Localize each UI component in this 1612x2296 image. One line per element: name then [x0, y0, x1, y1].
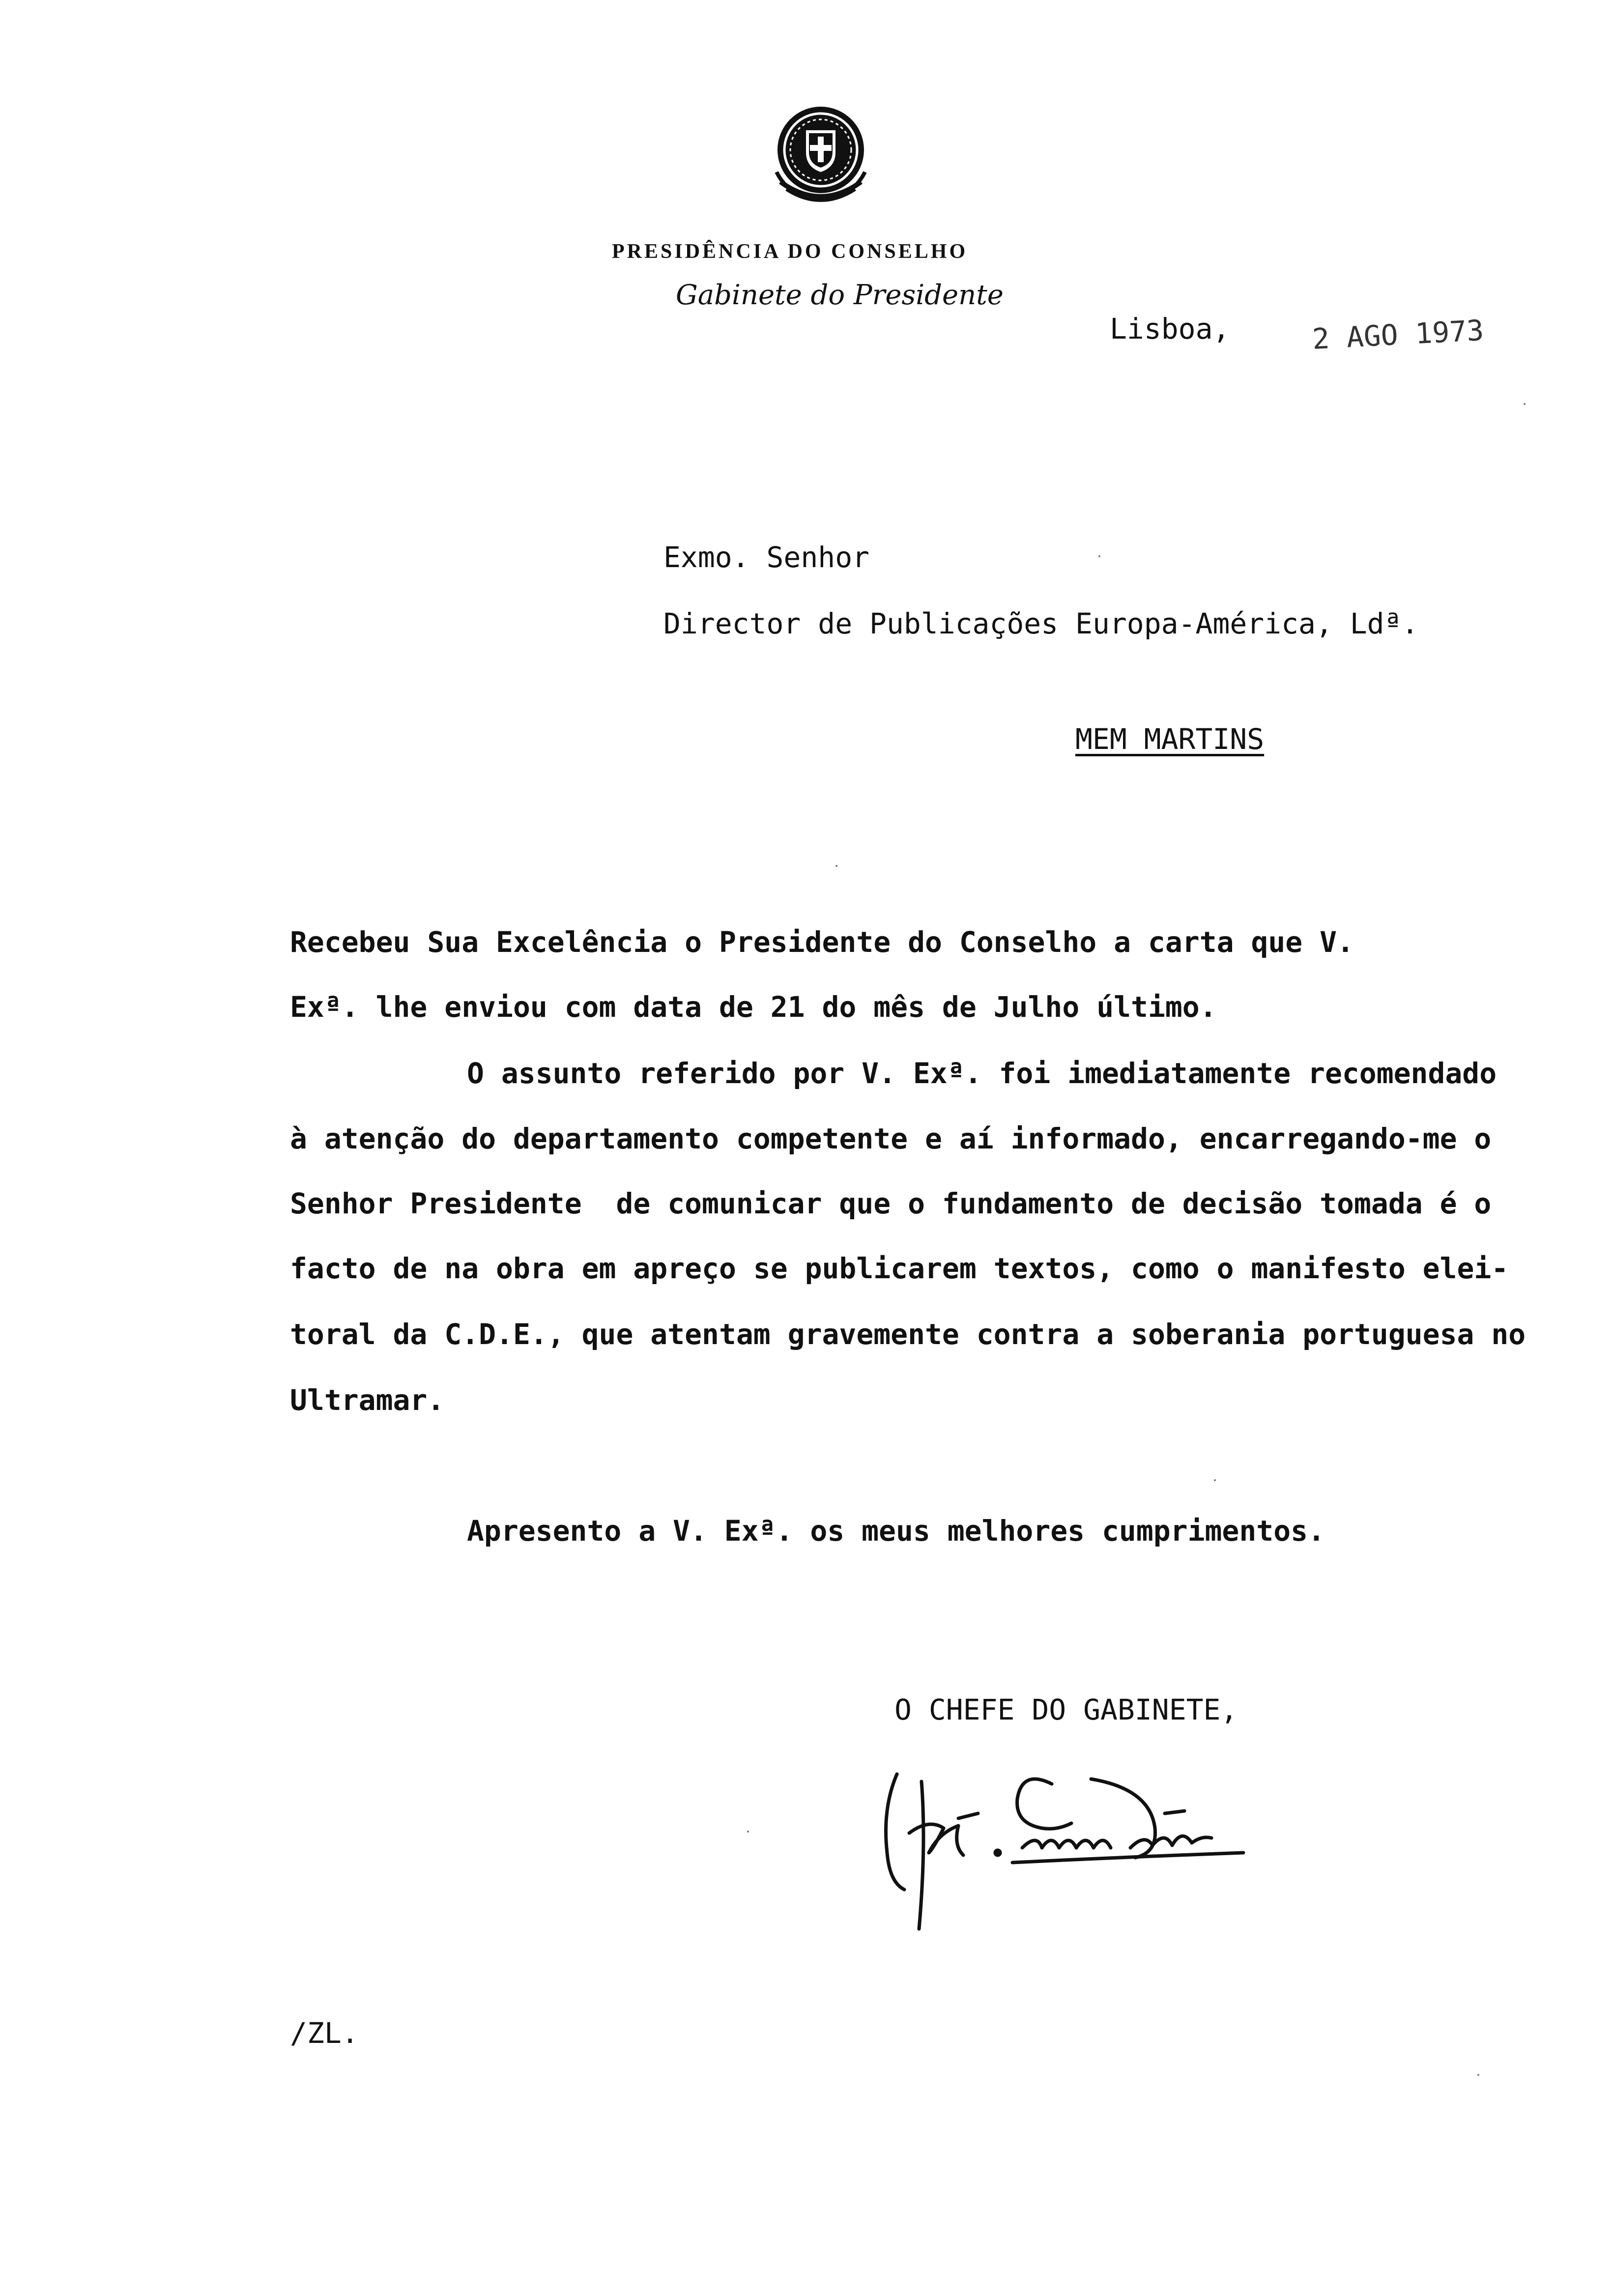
portuguese-coat-of-arms-icon [767, 103, 875, 211]
scan-speck [1477, 2074, 1479, 2076]
body-line: O assunto referido por V. Exª. foi imediatamente recomendado [467, 1057, 1497, 1090]
scan-speck [1098, 555, 1100, 557]
signer-title: O CHEFE DO GABINETE, [894, 1693, 1238, 1726]
body-line: Exª. lhe enviou com data de 21 do mês de Julho último. [290, 990, 1217, 1024]
reference-code: /ZL. [290, 2016, 359, 2050]
date-stamp: 2 AGO 1973 [1311, 313, 1485, 356]
scan-speck [835, 865, 837, 867]
handwritten-signature-icon [875, 1754, 1258, 1931]
scan-speck [1214, 1479, 1216, 1481]
scan-speck [1524, 403, 1526, 405]
recipient-salutation: Exmo. Senhor [663, 541, 870, 574]
body-line: facto de na obra em apreço se publicarem textos, como o manifesto elei- [290, 1252, 1509, 1285]
date-place: Lisboa, [1110, 312, 1230, 345]
scan-speck [747, 1831, 749, 1833]
recipient-location: MEM MARTINS [1075, 722, 1265, 756]
body-line: Recebeu Sua Excelência o Presidente do Conselho a carta que V. [290, 925, 1354, 959]
letterhead-subtitle: Gabinete do Presidente [676, 279, 1004, 311]
letterhead-title: PRESIDÊNCIA DO CONSELHO [612, 240, 968, 263]
body-line: toral da C.D.E., que atentam gravemente contra a soberania portuguesa no [290, 1318, 1526, 1351]
body-line: à atenção do departamento competente e aí informado, encarregando-me o [290, 1122, 1492, 1155]
body-line: Ultramar. [290, 1383, 445, 1417]
recipient-name: Director de Publicações Europa-América, Ldª. [663, 607, 1419, 640]
closing-line: Apresento a V. Exª. os meus melhores cumprimentos. [467, 1514, 1325, 1548]
body-line: Senhor Presidente de comunicar que o fundamento de decisão tomada é o [290, 1187, 1492, 1220]
